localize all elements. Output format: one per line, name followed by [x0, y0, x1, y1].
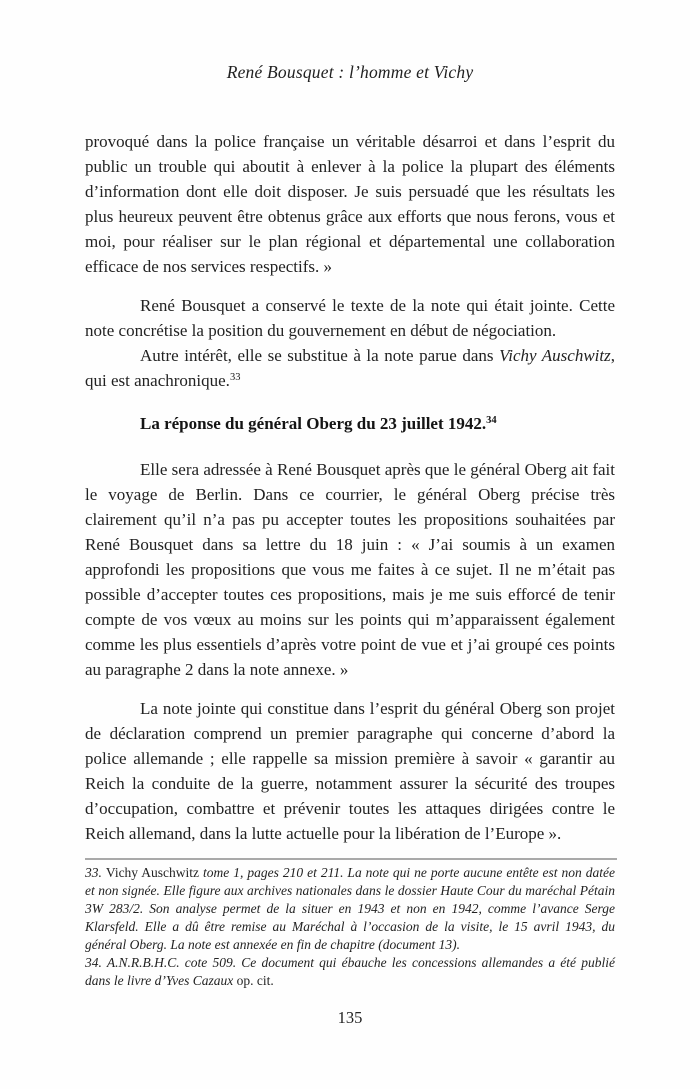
paragraph-text: Autre intérêt, elle se substitue à la note parue dans	[140, 346, 500, 365]
running-header-title: René Bousquet : l’homme et Vichy	[226, 62, 474, 82]
paragraph-continuation: provoqué dans la police française un véritable désarroi et dans l’esprit du public un trouble qui aboutit à enlever à la police la plupart des éléments d’information dont elle doit disposer. Je suis persuadé que les résultats les plus heureux peuvent être obtenus grâce aux efforts que nous ferons, vous et moi, pour réaliser sur le plan régional et départemental une collaboration efficace de nos services respectifs. »	[85, 132, 615, 276]
footnote-opcit: op. cit.	[236, 973, 274, 988]
footnote-number: 33.	[85, 865, 106, 880]
footnote-text: tome 1, pages 210 et 211. La note qui ne porte aucune entête est non datée et non signée. Elle figure aux archives nationales dans le dossier Haute Cour du maréchal Pétain 3W 283/2. Son analyse permet de la situer en 1943 et non en 1942, comme l’avance Serge Klarsfeld. Elle a dû être remise au Maréchal à l’occasion de la visite, le 15 avril 1943, du général Oberg. La note est annexée en fin de chapitre (document 13).	[85, 865, 615, 952]
footnotes-block	[85, 864, 615, 990]
footnote-ref-33: 33	[229, 372, 241, 383]
paragraph: La note jointe qui constitue dans l’esprit du général Oberg son projet de déclaration comprend un premier paragraphe qui concerne d’abord la police allemande ; elle rappelle sa mission première à savoir « garantir au Reich la conduite de la guerre, notamment assurer la sécurité des troupes d’occupation, combattre et prévenir toutes les attaques dirigées contre le Reich allemand, dans la lutte actuelle pour la libération de l’Europe ».	[85, 699, 615, 843]
section-heading-text: La réponse du général Oberg du 23 juillet 1942.	[140, 414, 487, 433]
paragraph-text: , qui est anachronique.	[85, 346, 615, 390]
footnote-book-title: Vichy Auschwitz	[105, 865, 200, 880]
paragraph: René Bousquet a conservé le texte de la note qui était jointe. Cette note concrétise la position du gouvernement en début de négociation.	[85, 296, 615, 340]
footnote-text: 34. A.N.R.B.H.C. cote 509. Ce document qui ébauche les concessions allemandes a été publié dans le livre d’Yves Cazaux	[85, 955, 615, 988]
footnote-34	[85, 954, 615, 990]
section-heading	[85, 412, 615, 436]
paragraph: Elle sera adressée à René Bousquet après que le général Oberg ait fait le voyage de Berlin. Dans ce courrier, le général Oberg précise très clairement qu’il n’a pas pu accepter toutes les propositions souhaitées par René Bousquet dans sa lettre du 18 juin : « J’ai soumis à un examen approfondi les propositions que vous me faites à ce sujet. Il ne m’était pas possible d’accepter toutes ces propositions, mais je me suis efforcé de tenir compte de vos vœux au moins sur les points qui m’apparaissent également comme les plus essentiels d’après votre point de vue et j’ai groupé ces points au paragraphe 2 dans la note annexe. »	[85, 460, 615, 679]
body-text	[85, 129, 615, 846]
footnote-ref-34: 34	[486, 415, 497, 426]
paragraph	[85, 343, 615, 393]
page-number: 135	[337, 1008, 363, 1027]
book-title-reference: Vichy Auschwitz	[499, 346, 611, 365]
footnote-separator-rule	[85, 858, 617, 860]
footnote-33	[85, 864, 615, 954]
